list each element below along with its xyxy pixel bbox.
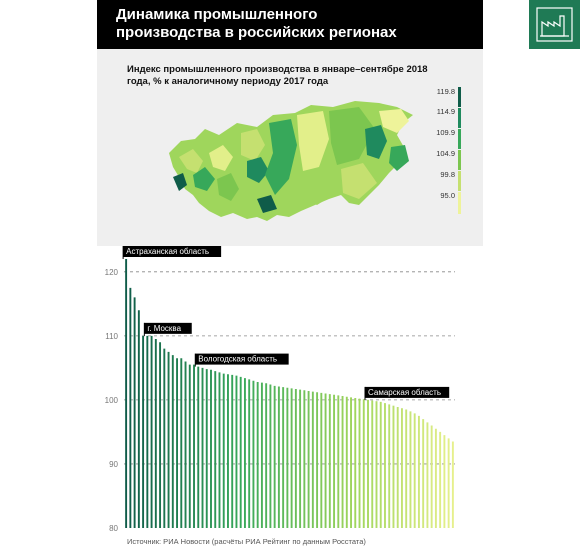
annotation-label: г. Москва: [147, 323, 182, 333]
legend-label: 109.9: [436, 128, 455, 137]
bar-chart-svg: [97, 246, 483, 541]
annotation-label: Самарская область: [368, 387, 442, 397]
factory-icon: [529, 0, 580, 49]
legend-label: 95.0: [440, 191, 455, 200]
header-bar: [97, 0, 483, 49]
map-title: Индекс промышленного производства в январе–сентябре 2018 года, % к аналогичному периоду 2017 года: [127, 64, 428, 87]
annotation: [144, 323, 191, 336]
legend-swatch: [458, 192, 461, 214]
y-tick-label: 90: [109, 459, 118, 469]
y-tick-label: 110: [105, 331, 118, 341]
bar-chart: [97, 246, 483, 541]
annotation: [123, 246, 221, 259]
page-title: Динамика промышленного производства в российских регионах: [116, 6, 397, 41]
annotation-label: Астраханская область: [126, 247, 210, 256]
legend-label: 104.9: [436, 149, 455, 158]
legend-label: 99.8: [440, 170, 455, 179]
y-tick-label: 120: [104, 267, 118, 277]
legend-swatch: [458, 108, 461, 128]
legend-swatch: [458, 150, 461, 170]
annotation: [365, 387, 449, 400]
legend-label: 119.8: [436, 87, 455, 96]
russia-map: [97, 49, 483, 246]
y-tick-label: 80: [109, 524, 118, 533]
source-note: Источник: РИА Новости (расчёты РИА Рейтинг по данным Росстата): [127, 537, 366, 546]
map-panel: [97, 49, 483, 246]
legend-swatch: [458, 171, 461, 191]
legend-label: 114.9: [436, 107, 455, 116]
annotation-label: Вологодская область: [198, 354, 278, 364]
legend-swatch: [458, 129, 461, 149]
y-tick-label: 100: [104, 395, 118, 405]
legend-swatch: [458, 87, 461, 107]
annotation: [195, 354, 288, 367]
